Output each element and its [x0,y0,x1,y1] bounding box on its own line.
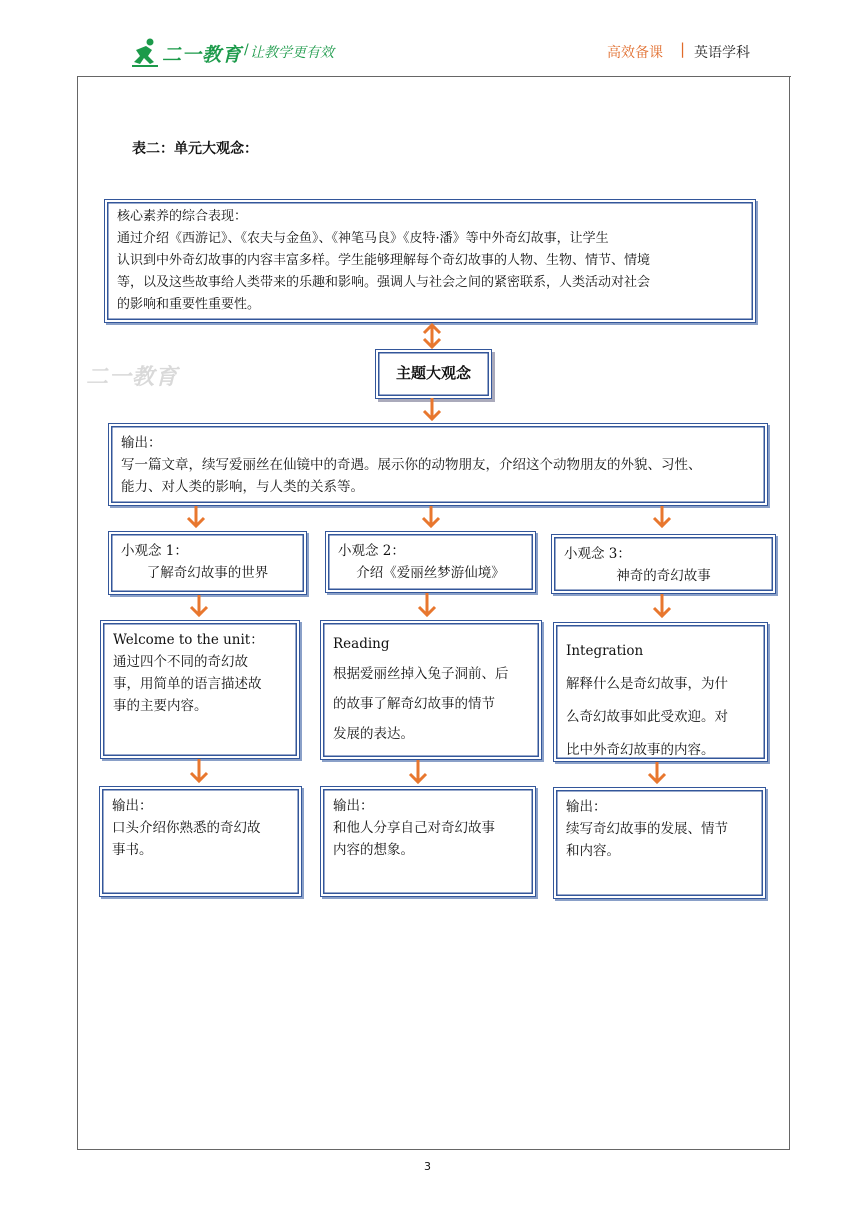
lesson-line: 事的主要内容。 [113,698,208,714]
header-divider: | [680,40,686,58]
down-arrow-icon [651,506,673,530]
lesson-line: 的故事了解奇幻故事的情节 [333,696,495,712]
lesson-line: Welcome to the unit： [113,632,264,648]
down-arrow-icon [416,593,438,619]
output-line: 输出： [121,435,162,451]
idea-box-3 [551,534,776,594]
output-line: 事书。 [112,842,153,858]
down-arrow-icon [646,762,668,786]
logo-text: 二一教育 [162,44,243,66]
output-line: 能力、对人类的影响，与人类的关系等。 [121,479,364,495]
page-number: 3 [424,1160,431,1173]
output-line: 输出： [333,798,374,814]
output-line: 输出： [566,799,607,815]
output-line: 内容的想象。 [333,842,414,858]
lesson-box-3 [553,622,768,762]
down-arrow-icon [185,506,207,530]
output-line: 和内容。 [566,843,620,859]
down-arrow-icon [420,506,442,530]
idea-box-2 [325,531,536,593]
unit-output-box [108,423,768,506]
core-line: 等，以及这些故事给人类带来的乐趣和影响。强调人与社会之间的紧密联系，人类活动对社会 [117,275,651,290]
idea-title: 小观念 2： [338,543,405,559]
output-line: 和他人分享自己对奇幻故事 [333,820,495,836]
output-line: 口头介绍你熟悉的奇幻故 [112,820,261,836]
header-subject: 英语学科 [694,45,750,61]
section-title: 表二：单元大观念： [132,141,258,157]
output-line: 输出： [112,798,153,814]
theme-box: 主题大观念 [375,349,492,399]
core-literacy-box [104,199,756,323]
watermark: 二一教育 [86,365,179,390]
logo-runner-icon [130,36,162,68]
idea-title: 小观念 3： [564,546,631,562]
output-line: 写一篇文章，续写爱丽丝在仙镜中的奇遇。展示你的动物朋友，介绍这个动物朋友的外貌、习性、 [121,457,702,473]
header-slogan: 让教学更有效 [250,45,334,61]
down-arrow-icon [421,398,443,422]
idea-box-1 [108,531,307,595]
output-box-3 [553,787,766,899]
lesson-line: 事，用简单的语言描述故 [113,676,262,692]
down-arrow-icon [188,759,210,785]
lesson-box-1 [100,620,300,759]
output-box-1 [99,786,302,897]
down-arrow-icon [188,595,210,619]
idea-text: 了解奇幻故事的世界 [146,565,269,581]
lesson-line: 比中外奇幻故事的内容。 [566,742,715,758]
lesson-line: 通过四个不同的奇幻故 [113,654,248,670]
core-line: 的影响和重要性重要性。 [117,297,261,312]
lesson-line: Reading [333,636,390,652]
lesson-line: 根据爱丽丝掉入兔子洞前、后 [333,666,509,682]
idea-text: 神奇的奇幻故事 [616,568,711,584]
lesson-line: 解释什么是奇幻故事，为什 [566,676,728,692]
header-slash: / [244,42,249,58]
idea-title: 小观念 1： [121,543,188,559]
output-box-2 [320,786,536,897]
idea-text: 介绍《爱丽丝梦游仙境》 [356,565,505,581]
core-line: 核心素养的综合表现： [117,209,248,224]
core-line: 通过介绍《西游记》、《农夫与金鱼》、《神笔马良》《皮特·潘》等中外奇幻故事，让学生 [117,231,609,246]
lesson-line: Integration [566,643,644,659]
double-arrow-icon [421,322,443,350]
lesson-line: 么奇幻故事如此受欢迎。对 [566,709,728,725]
core-line: 认识到中外奇幻故事的内容丰富多样。学生能够理解每个奇幻故事的人物、生物、情节、情境 [117,253,651,268]
down-arrow-icon [651,594,673,620]
lesson-line: 发展的表达。 [333,726,414,742]
lesson-box-2 [320,620,542,760]
header-label: 高效备课 [607,45,663,61]
output-line: 续写奇幻故事的发展、情节 [566,821,728,837]
down-arrow-icon [407,760,429,786]
logo [130,36,160,68]
